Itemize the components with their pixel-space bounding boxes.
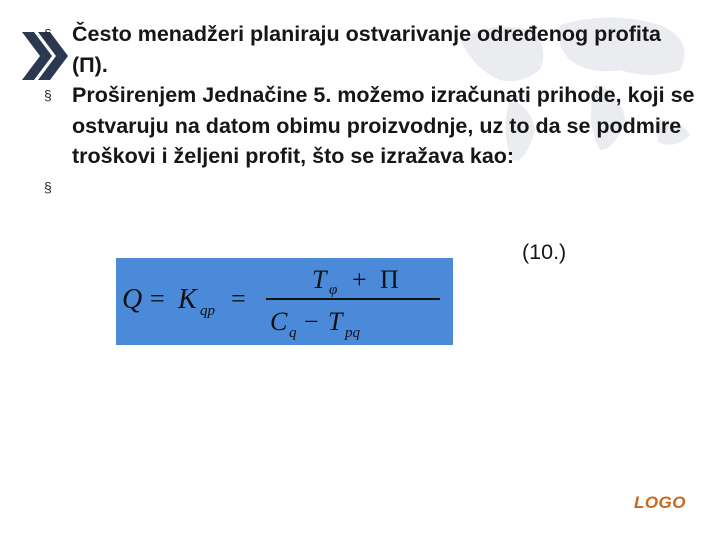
- bullet-list: [44, 19, 700, 202]
- formula-pi: Π: [380, 265, 399, 294]
- formula-equals-1: =: [150, 284, 165, 313]
- formula-c-sub: q: [289, 325, 297, 341]
- square-bullet-icon: §: [44, 26, 52, 42]
- equation-number: (10.): [522, 240, 567, 264]
- bullet-text-1: Često menadžeri planiraju ostvarivanje određenog profita (Π).: [72, 22, 661, 77]
- bullet-item-2: [44, 80, 700, 172]
- formula-q: Q: [122, 284, 143, 315]
- formula-minus: −: [304, 307, 319, 336]
- formula-equals-2: =: [231, 284, 246, 313]
- formula-t-pq: T: [328, 307, 343, 336]
- square-bullet-icon: §: [44, 87, 52, 103]
- formula-k-sub: qp: [200, 303, 215, 319]
- formula-k: K: [178, 284, 197, 315]
- formula-t-phi-sub: φ: [329, 282, 338, 298]
- logo: LOGO: [633, 493, 686, 512]
- formula-c: C: [270, 307, 288, 336]
- bullet-text-2: Proširenjem Jednačine 5. možemo izračunati prihode, koji se ostvaruju na datom obimu proizvodnje, uz to da se podmire troškovi i željeni profit, što se izražava kao:: [72, 83, 695, 168]
- formula: [116, 258, 453, 345]
- square-bullet-icon: §: [44, 178, 52, 195]
- formula-t-phi: T: [312, 265, 327, 294]
- formula-t-pq-sub: pq: [345, 325, 360, 341]
- bullet-item-3: [44, 172, 700, 203]
- formula-box: [116, 258, 453, 345]
- bullet-item-1: [44, 19, 700, 80]
- formula-plus: +: [352, 265, 367, 294]
